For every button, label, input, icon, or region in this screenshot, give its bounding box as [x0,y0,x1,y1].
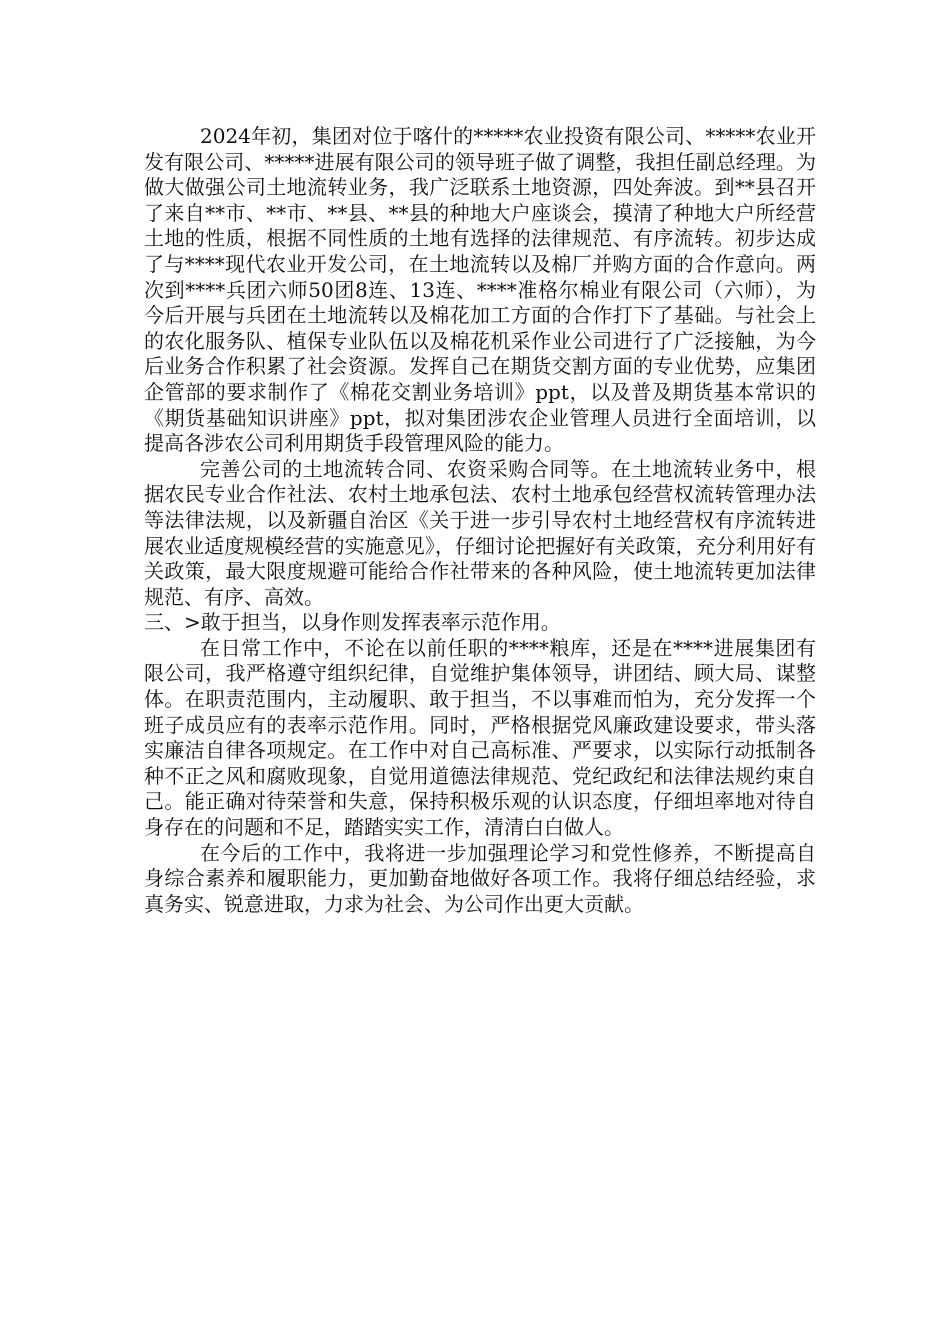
paragraph-daily-work: 在日常工作中，不论在以前任职的****粮库，还是在****进展集团有限公司，我严格遵守组织纪律，自觉维护集体领导，讲团结、顾大局、谋整体。在职责范围内，主动履职、敢于担当，不以事难而怕为，充分发挥一个班子成员应有的表率示范作用。同时，严格根据党风廉政建设要求，带头落实廉洁自律各项规定。在工作中对自己高标准、严要求，以实际行动抵制各种不正之风和腐败现象，自觉用道德法律规范、党纪政纪和法律法规约束自己。能正确对待荣誉和失意，保持积极乐观的认识态度，仔细坦率地对待自身存在的问题和不足，踏踏实实工作，清清白白做人。 [144,635,816,840]
paragraph-contracts: 完善公司的土地流转合同、农资采购合同等。在土地流转业务中，根据农民专业合作社法、农村土地承包法、农村土地承包经营权流转管理办法等法律法规，以及新疆自治区《关于进一步引导农村土地经营权有序流转进展农业适度规模经营的实施意见》，仔细讨论把握好有关政策，充分利用好有关政策，最大限度规避可能给合作社带来的各种风险，使土地流转更加法律规范、有序、高效。 [144,456,816,609]
section-heading-responsibility: 三、>敢于担当，以身作则发挥表率示范作用。 [144,610,561,635]
paragraph-land-transfer-work: 2024年初，集团对位于喀什的*****农业投资有限公司、*****农业开发有限公司、*****进展有限公司的领导班子做了调整，我担任副总经理。为做大做强公司土地流转业务，我广泛联系土地资源，四处奔波。到**县召开了来自**市、**市、**县、**县的种地大户座谈会，摸清了种地大户所经营土地的性质，根据不同性质的土地有选择的法律规范、有序流转。初步达成了与****现代农业开发公司，在土地流转以及棉厂并购方面的合作意向。两次到****兵团六师50团8连、13连、****准格尔棉业有限公司（六师），为今后开展与兵团在土地流转以及棉花加工方面的合作打下了基础。与社会上的农化服务队、植保专业队伍以及棉花机采作业公司进行了广泛接触，为今后业务合作积累了社会资源。发挥自己在期货交割方面的专业优势，应集团企管部的要求制作了《棉花交割业务培训》ppt，以及普及期货基本常识的《期货基础知识讲座》ppt，拟对集团涉农企业管理人员进行全面培训，以提高各涉农公司利用期货手段管理风险的能力。 [144,124,816,456]
paragraph-future-work: 在今后的工作中，我将进一步加强理论学习和党性修养，不断提高自身综合素养和履职能力，更加勤奋地做好各项工作。我将仔细总结经验，求真务实、锐意进取，力求为社会、为公司作出更大贡献。 [144,840,816,916]
document-body [144,124,816,917]
